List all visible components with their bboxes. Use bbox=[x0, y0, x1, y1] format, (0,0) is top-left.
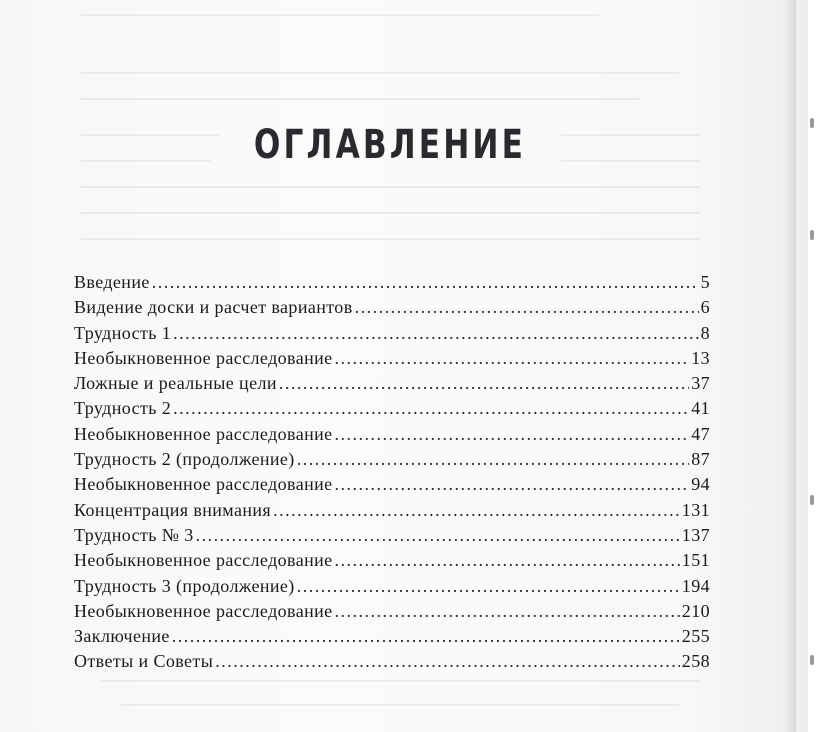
toc-entry-page-number: 258 bbox=[681, 651, 710, 672]
toc-entry-page-number: 41 bbox=[691, 398, 710, 419]
toc-entry-page-number: 151 bbox=[681, 550, 710, 571]
toc-entry-label: Трудность 2 (продолжение) bbox=[74, 449, 295, 470]
toc-entry-label: Трудность 3 (продолжение) bbox=[74, 575, 295, 596]
toc-entry bbox=[74, 599, 710, 624]
toc-entry-label: Необыкновенное расследование bbox=[74, 600, 333, 621]
toc-entry-label: Необыкновенное расследование bbox=[74, 474, 333, 495]
binding-stitch bbox=[810, 118, 814, 128]
show-through-mark bbox=[80, 72, 680, 74]
toc-dot-leader bbox=[335, 422, 690, 447]
toc-entry-label: Введение bbox=[74, 272, 150, 292]
toc-dot-leader bbox=[172, 624, 680, 649]
toc-entry bbox=[74, 574, 710, 599]
toc-entry-label: Ложные и реальные цели bbox=[74, 373, 277, 394]
toc-dot-leader bbox=[335, 548, 680, 573]
show-through-mark bbox=[80, 14, 600, 16]
toc-entry-label: Ответы и Советы bbox=[74, 651, 214, 672]
binding-stitch bbox=[810, 495, 814, 505]
toc-dot-leader bbox=[173, 321, 698, 346]
toc-entry bbox=[74, 624, 710, 649]
show-through-mark bbox=[80, 186, 700, 188]
toc-entry-label: Заключение bbox=[74, 626, 170, 647]
toc-entry-page-number: 8 bbox=[700, 322, 710, 343]
toc-entry bbox=[74, 548, 710, 573]
toc-dot-leader bbox=[173, 396, 689, 421]
show-through-mark bbox=[80, 238, 700, 240]
toc-entry-page-number: 210 bbox=[681, 600, 710, 621]
toc-dot-leader bbox=[196, 523, 680, 548]
toc-entry-label: Трудность № 3 bbox=[74, 524, 194, 545]
show-through-mark bbox=[80, 212, 700, 214]
toc-entry-page-number: 47 bbox=[691, 423, 710, 444]
toc-entry bbox=[74, 472, 710, 497]
toc-entry-page-number: 87 bbox=[691, 449, 710, 470]
toc-entry bbox=[74, 649, 710, 674]
toc-entry bbox=[74, 422, 710, 447]
toc-dot-leader bbox=[335, 472, 690, 497]
page-edge-shadow bbox=[786, 0, 796, 732]
toc-entry-page-number: 6 bbox=[700, 297, 710, 318]
toc-dot-leader bbox=[297, 574, 680, 599]
show-through-mark bbox=[120, 704, 680, 706]
toc-dot-leader bbox=[335, 599, 680, 624]
toc-entry-page-number: 131 bbox=[681, 499, 710, 520]
toc-entry-label: Необыкновенное расследование bbox=[74, 550, 333, 571]
toc-entry-page-number: 37 bbox=[691, 373, 710, 394]
show-through-mark bbox=[100, 680, 700, 682]
binding-stitch bbox=[810, 655, 814, 665]
toc-entry bbox=[74, 346, 710, 371]
toc-dot-leader bbox=[273, 498, 680, 523]
toc-dot-leader bbox=[297, 447, 689, 472]
toc-entry-label: Трудность 1 bbox=[74, 322, 172, 343]
toc-entry bbox=[74, 295, 710, 320]
toc-entry-label: Необыкновенное расследование bbox=[74, 347, 333, 368]
toc-entry bbox=[74, 321, 710, 346]
toc-dot-leader bbox=[355, 295, 699, 320]
show-through-mark bbox=[80, 98, 640, 100]
toc-entry-page-number: 194 bbox=[681, 575, 710, 596]
toc-entry-page-number: 255 bbox=[681, 626, 710, 647]
toc-dot-leader bbox=[152, 270, 699, 295]
table-of-contents bbox=[74, 270, 710, 675]
toc-entry-page-number: 137 bbox=[681, 524, 710, 545]
toc-entry bbox=[74, 523, 710, 548]
toc-entry bbox=[74, 371, 710, 396]
toc-entry bbox=[74, 498, 710, 523]
toc-dot-leader bbox=[215, 649, 680, 674]
toc-entry-label: Трудность 2 bbox=[74, 398, 172, 419]
toc-entry-page-number: 5 bbox=[700, 272, 710, 292]
toc-entry bbox=[74, 270, 710, 295]
page-title: ОГЛАВЛЕНИЕ bbox=[253, 122, 527, 168]
toc-entry bbox=[74, 396, 710, 421]
toc-entry-label: Необыкновенное расследование bbox=[74, 423, 333, 444]
toc-dot-leader bbox=[279, 371, 689, 396]
toc-entry-page-number: 94 bbox=[691, 474, 710, 495]
toc-entry-label: Видение доски и расчет вариантов bbox=[74, 297, 353, 318]
toc-entry-page-number: 13 bbox=[691, 347, 710, 368]
toc-entry-label: Концентрация внимания bbox=[74, 499, 272, 520]
binding-strip bbox=[808, 0, 820, 732]
toc-entry bbox=[74, 447, 710, 472]
toc-dot-leader bbox=[335, 346, 690, 371]
binding-stitch bbox=[810, 230, 814, 240]
